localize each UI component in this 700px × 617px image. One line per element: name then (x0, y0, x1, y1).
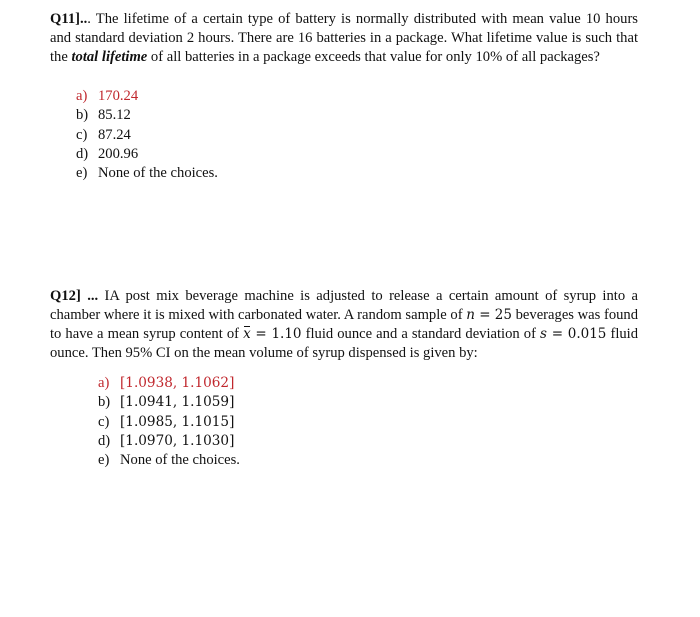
question-12-choices (98, 374, 240, 470)
choice-text: 170.24 (98, 88, 139, 104)
question-11-body-2: of all batteries in a package exceeds that value for only 10% of all packages? (147, 49, 600, 65)
choice-letter: b) (76, 107, 89, 124)
choice-text: [1.0970, 1.1030] (120, 432, 235, 449)
choice-text: [1.0938, 1.1062] (120, 375, 235, 391)
choice-text: 200.96 (98, 145, 139, 162)
choice-text: None of the choices. (98, 165, 218, 182)
q12-choice-e (98, 451, 240, 470)
question-11-emphasis: total lifetime (71, 49, 148, 65)
choice-text: None of the choices. (120, 452, 240, 469)
choice-text: [1.0985, 1.1015] (120, 413, 235, 430)
q12-choice-a (98, 374, 240, 393)
choice-letter: a) (76, 88, 88, 104)
question-12-label: Q12] ... (50, 288, 99, 304)
n-value: = 25 (474, 307, 512, 323)
q11-choice-b (76, 106, 218, 125)
q11-choice-c (76, 126, 218, 145)
choice-letter: e) (98, 452, 110, 469)
question-12-body-3: fluid ounce and a standard deviation of (301, 326, 541, 342)
choice-text: [1.0941, 1.1059] (120, 394, 235, 411)
s-value: = 0.015 (546, 326, 607, 342)
xbar-value: = 1.10 (250, 326, 302, 342)
q12-choice-d (98, 432, 240, 451)
choice-letter: b) (98, 394, 111, 411)
question-11-choices (76, 87, 218, 183)
question-12-text (50, 287, 638, 363)
q11-choice-d (76, 145, 218, 164)
question-11-text (50, 10, 638, 67)
choice-letter: d) (76, 145, 89, 162)
q11-choice-e (76, 164, 218, 183)
q12-choice-b (98, 393, 240, 412)
choice-text: 85.12 (98, 107, 131, 124)
choice-letter: d) (98, 432, 111, 449)
question-11-body-1: . The lifetime of a certain type of battery is normally distributed with mean value 10 hours and standard deviation 2 hours. There are 16 batteries in a package. What lifetime value is such that the (50, 11, 638, 65)
question-12-body-1: IA post mix beverage machine is adjusted to release a certain amount of syrup into a chamber where it is mixed with carbonated water. A random sample of (50, 288, 638, 323)
question-12-body-2: beverages was found to have a mean syrup content of (50, 307, 639, 342)
choice-text: 87.24 (98, 126, 131, 143)
question-11-label: Q11].. (50, 11, 88, 27)
choice-letter: e) (76, 165, 88, 182)
choice-letter: c) (98, 413, 110, 430)
n-symbol: n (466, 307, 475, 323)
xbar-symbol: x (243, 326, 251, 342)
s-symbol: s (540, 326, 547, 342)
choice-letter: c) (76, 126, 88, 143)
q11-choice-a (76, 87, 218, 106)
q12-choice-c (98, 413, 240, 432)
choice-letter: a) (98, 375, 110, 391)
question-12-body-4: fluid ounce. Then 95% CI on the mean volume of syrup dispensed is given by: (50, 326, 639, 361)
